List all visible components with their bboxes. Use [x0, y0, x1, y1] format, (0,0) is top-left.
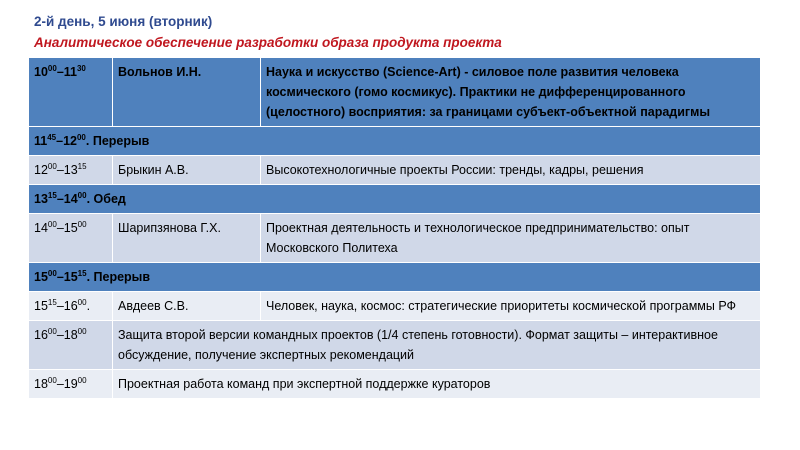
speaker-cell: Шарипзянова Г.Х.	[113, 214, 261, 263]
schedule-row	[29, 156, 761, 185]
break-row	[29, 127, 761, 156]
time-cell: $12^{00}-13^{15}$	[29, 156, 113, 185]
break-row	[29, 185, 761, 214]
page-subtitle: Аналитическое обеспечение разработки образа продукта проекта	[34, 35, 502, 50]
page-title: 2-й день, 5 июня (вторник)	[34, 14, 213, 29]
break-cell: $13^{15}-14^{00}$. Обед	[29, 185, 761, 214]
topic-cell: Проектная работа команд при экспертной поддержке кураторов	[113, 370, 761, 399]
speaker-cell: Авдеев С.В.	[113, 292, 261, 321]
break-cell: $11^{45}-12^{00}$. Перерыв	[29, 127, 761, 156]
break-cell: $15^{00}-15^{15}$. Перерыв	[29, 263, 761, 292]
time-cell: $15^{15}-16^{00}$.	[29, 292, 113, 321]
topic-cell: Защита второй версии командных проектов (1/4 степень готовности). Формат защиты – интерактивное обсуждение, получение экспертных рекомендаций	[113, 321, 761, 370]
time-cell: $14^{00}-15^{00}$	[29, 214, 113, 263]
schedule-row	[29, 58, 761, 127]
schedule-row	[29, 370, 761, 399]
schedule-row	[29, 292, 761, 321]
topic-cell: Наука и искусство (Science-Art) - силовое поле развития человека космического (гомо космикус). Практики не дифференцированного (целостного) восприятия: за границами субъект-объектной парадигмы	[261, 58, 761, 127]
schedule-table	[28, 57, 761, 399]
speaker-cell: Брыкин А.В.	[113, 156, 261, 185]
topic-cell: Проектная деятельность и технологическое предпринимательство: опыт Московского Политеха	[261, 214, 761, 263]
schedule-row	[29, 214, 761, 263]
speaker-cell: Вольнов И.Н.	[113, 58, 261, 127]
topic-cell: Высокотехнологичные проекты России: тренды, кадры, решения	[261, 156, 761, 185]
time-cell: $18^{00}-19^{00}$	[29, 370, 113, 399]
time-cell: $10^{00}-11^{30}$	[29, 58, 113, 127]
schedule-row	[29, 321, 761, 370]
time-cell: $16^{00}-18^{00}$	[29, 321, 113, 370]
break-row	[29, 263, 761, 292]
topic-cell: Человек, наука, космос: стратегические приоритеты космической программы РФ	[261, 292, 761, 321]
